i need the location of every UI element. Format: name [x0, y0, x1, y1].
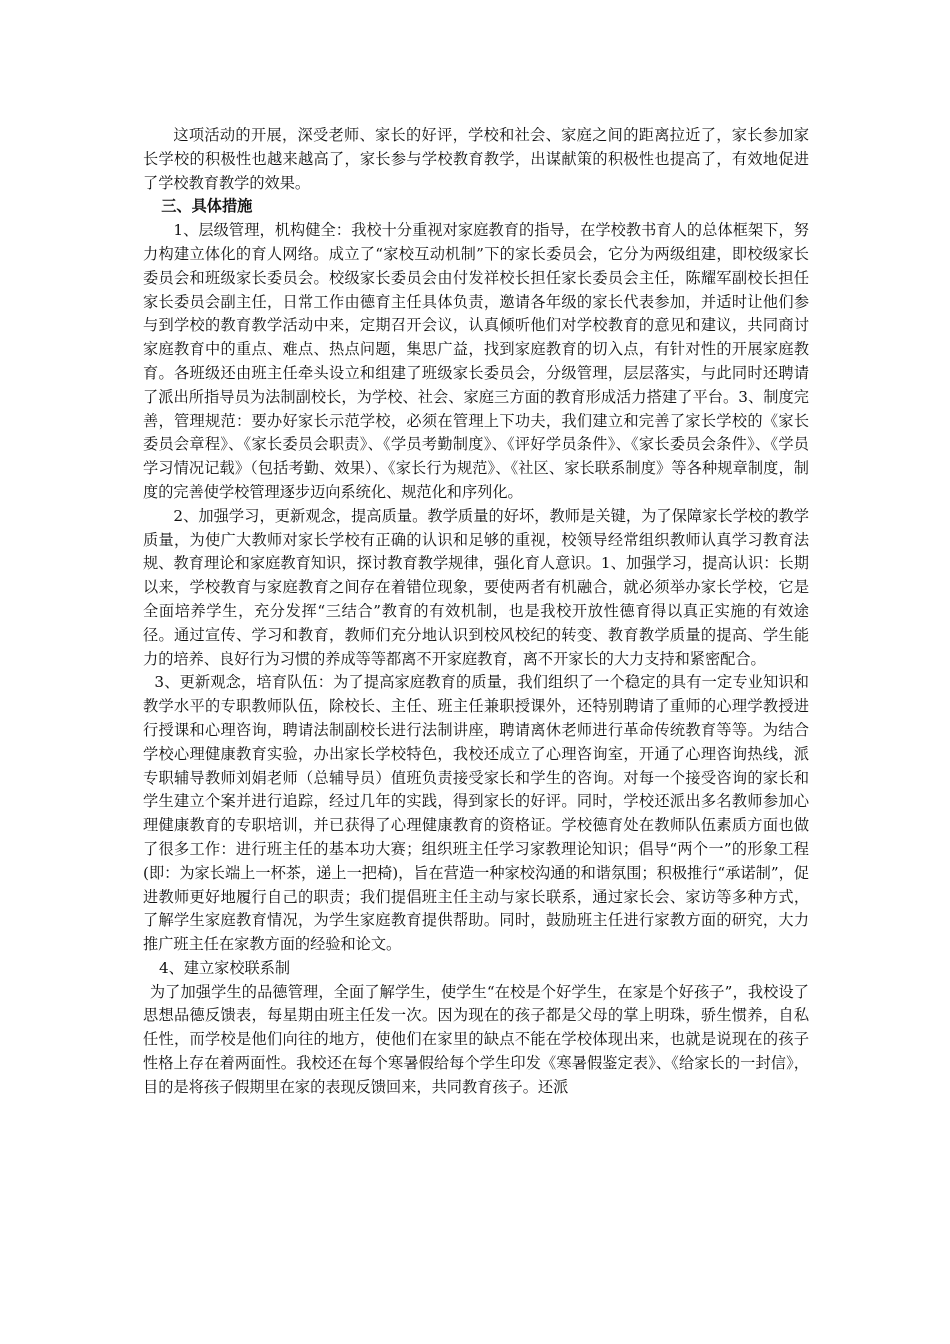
paragraph-level-management: 1、层级管理，机构健全：我校十分重视对家庭教育的指导，在学校教书育人的总体框架下，努力构建立体化的育人网络。成立了“家校互动机制”下的家长委员会，它分为两级组建，即校级家长委员会和班级家长委员会。校级家长委员会由付发祥校长担任家长委员会主任，陈耀军副校长担任家长委员会副主任，日常工作由德育主任具体负责，邀请各年级的家长代表参加，并适时让他们参与到学校的教育教学活动中来，定期召开会议，认真倾听他们对学校教育的意见和建议，共同商讨家庭教育中的重点、难点、热点问题，集思广益，找到家庭教育的切入点，有针对性的开展家庭教育。各班级还由班主任牵头设立和组建了班级家长委员会，分级管理，层层落实，与此同时还聘请了派出所指导员为法制副校长，为学校、社会、家庭三方面的教育形成活力搭建了平台。3、制度完善，管理规范：要办好家长示范学校，必须在管理上下功夫，我们建立和完善了家长学校的《家长委员会章程》、《家长委员会职责》、《学员考勤制度》、《评好学员条件》、《家长委员会条件》、《学员学习情况记载》（包括考勤、效果）、《家长行为规范》、《社区、家长联系制度》等各种规章制度，制度的完善使学校管理逐步迈向系统化、规范化和序列化。: [143, 221, 809, 501]
subheading-home-school-contact: 4、建立家校联系制: [158, 958, 291, 977]
paragraph-strengthen-learning: 2、加强学习，更新观念，提高质量。教学质量的好坏，教师是关键，为了保障家长学校的教学质量，为使广大教师对家长学校有正确的认识和足够的重视，校领导经常组织教师认真学习教育法规、教育理论和家庭教育知识，探讨教育教学规律，强化育人意识。1、加强学习，提高认识：长期以来，学校教育与家庭教育之间存在着错位现象，要使两者有机融合，就必须举办家长学校，它是全面培养学生，充分发挥“三结合”教育的有效机制，也是我校开放性德育得以真正实施的有效途径。通过宣传、学习和教育，教师们充分地认识到校风校纪的转变、教育教学质量的提高、学生能力的培养、良好行为习惯的养成等等都离不开家庭教育，离不开家长的大力支持和紧密配合。: [143, 506, 809, 668]
paragraph-update-concepts: 3、更新观念，培育队伍：为了提高家庭教育的质量，我们组织了一个稳定的具有一定专业知识和教学水平的专职教师队伍，除校长、主任、班主任兼职授课外，还特别聘请了重师的心理学教授进行授课和心理咨询，聘请法制副校长进行法制讲座，聘请离休老师进行革命传统教育等等。为结合学校心理健康教育实验，办出家长学校特色，我校还成立了心理咨询室，开通了心理咨询热线，派专职辅导教师刘娟老师（总辅导员）值班负责接受家长和学生的咨询。对每一个接受咨询的家长和学生建立个案并进行追踪，经过几年的实践，得到家长的好评。同时，学校还派出多名教师参加心理健康教育的专职培训，并已获得了心理健康教育的资格证。学校德育处在教师队伍素质方面也做了很多工作：进行班主任的基本功大赛；组织班主任学习家教理论知识；倡导“两个一”的形象工程(即：为家长端上一杯茶，递上一把椅)，旨在营造一种家校沟通的和谐氛围；积极推行“承诺制”，促进教师更好地履行自己的职责；我们提倡班主任主动与家长联系，通过家长会、家访等多种方式，了解学生家庭教育情况，为学生家庭教育提供帮助。同时，鼓励班主任进行家教方面的研究，大力推广班主任在家教方面的经验和论文。: [143, 673, 809, 954]
paragraph-activity-effect: 这项活动的开展，深受老师、家长的好评，学校和社会、家庭之间的距离拉近了，家长参加家长学校的积极性也越来越高了，家长参与学校教育教学，出谋献策的积极性也提高了，有效地促进了学校教育教学的效果。: [143, 126, 809, 192]
paragraph-home-school-contact: 为了加强学生的品德管理，全面了解学生，使学生“在校是个好学生，在家是个好孩子”，我校设了思想品德反馈表，每星期由班主任发一次。因为现在的孩子都是父母的掌上明珠，骄生惯养，自私任性，而学校是他们向往的地方，使他们在家里的缺点不能在学校体现出来，也就是说现在的孩子性格上存在着两面性。我校还在每个寒暑假给每个学生印发《寒暑假鉴定表》、《给家长的一封信》，目的是将孩子假期里在家的表现反馈回来，共同教育孩子。还派: [143, 982, 809, 1096]
document-body: [143, 124, 809, 1100]
section-heading-specific-measures: 三、具体措施: [161, 197, 253, 216]
